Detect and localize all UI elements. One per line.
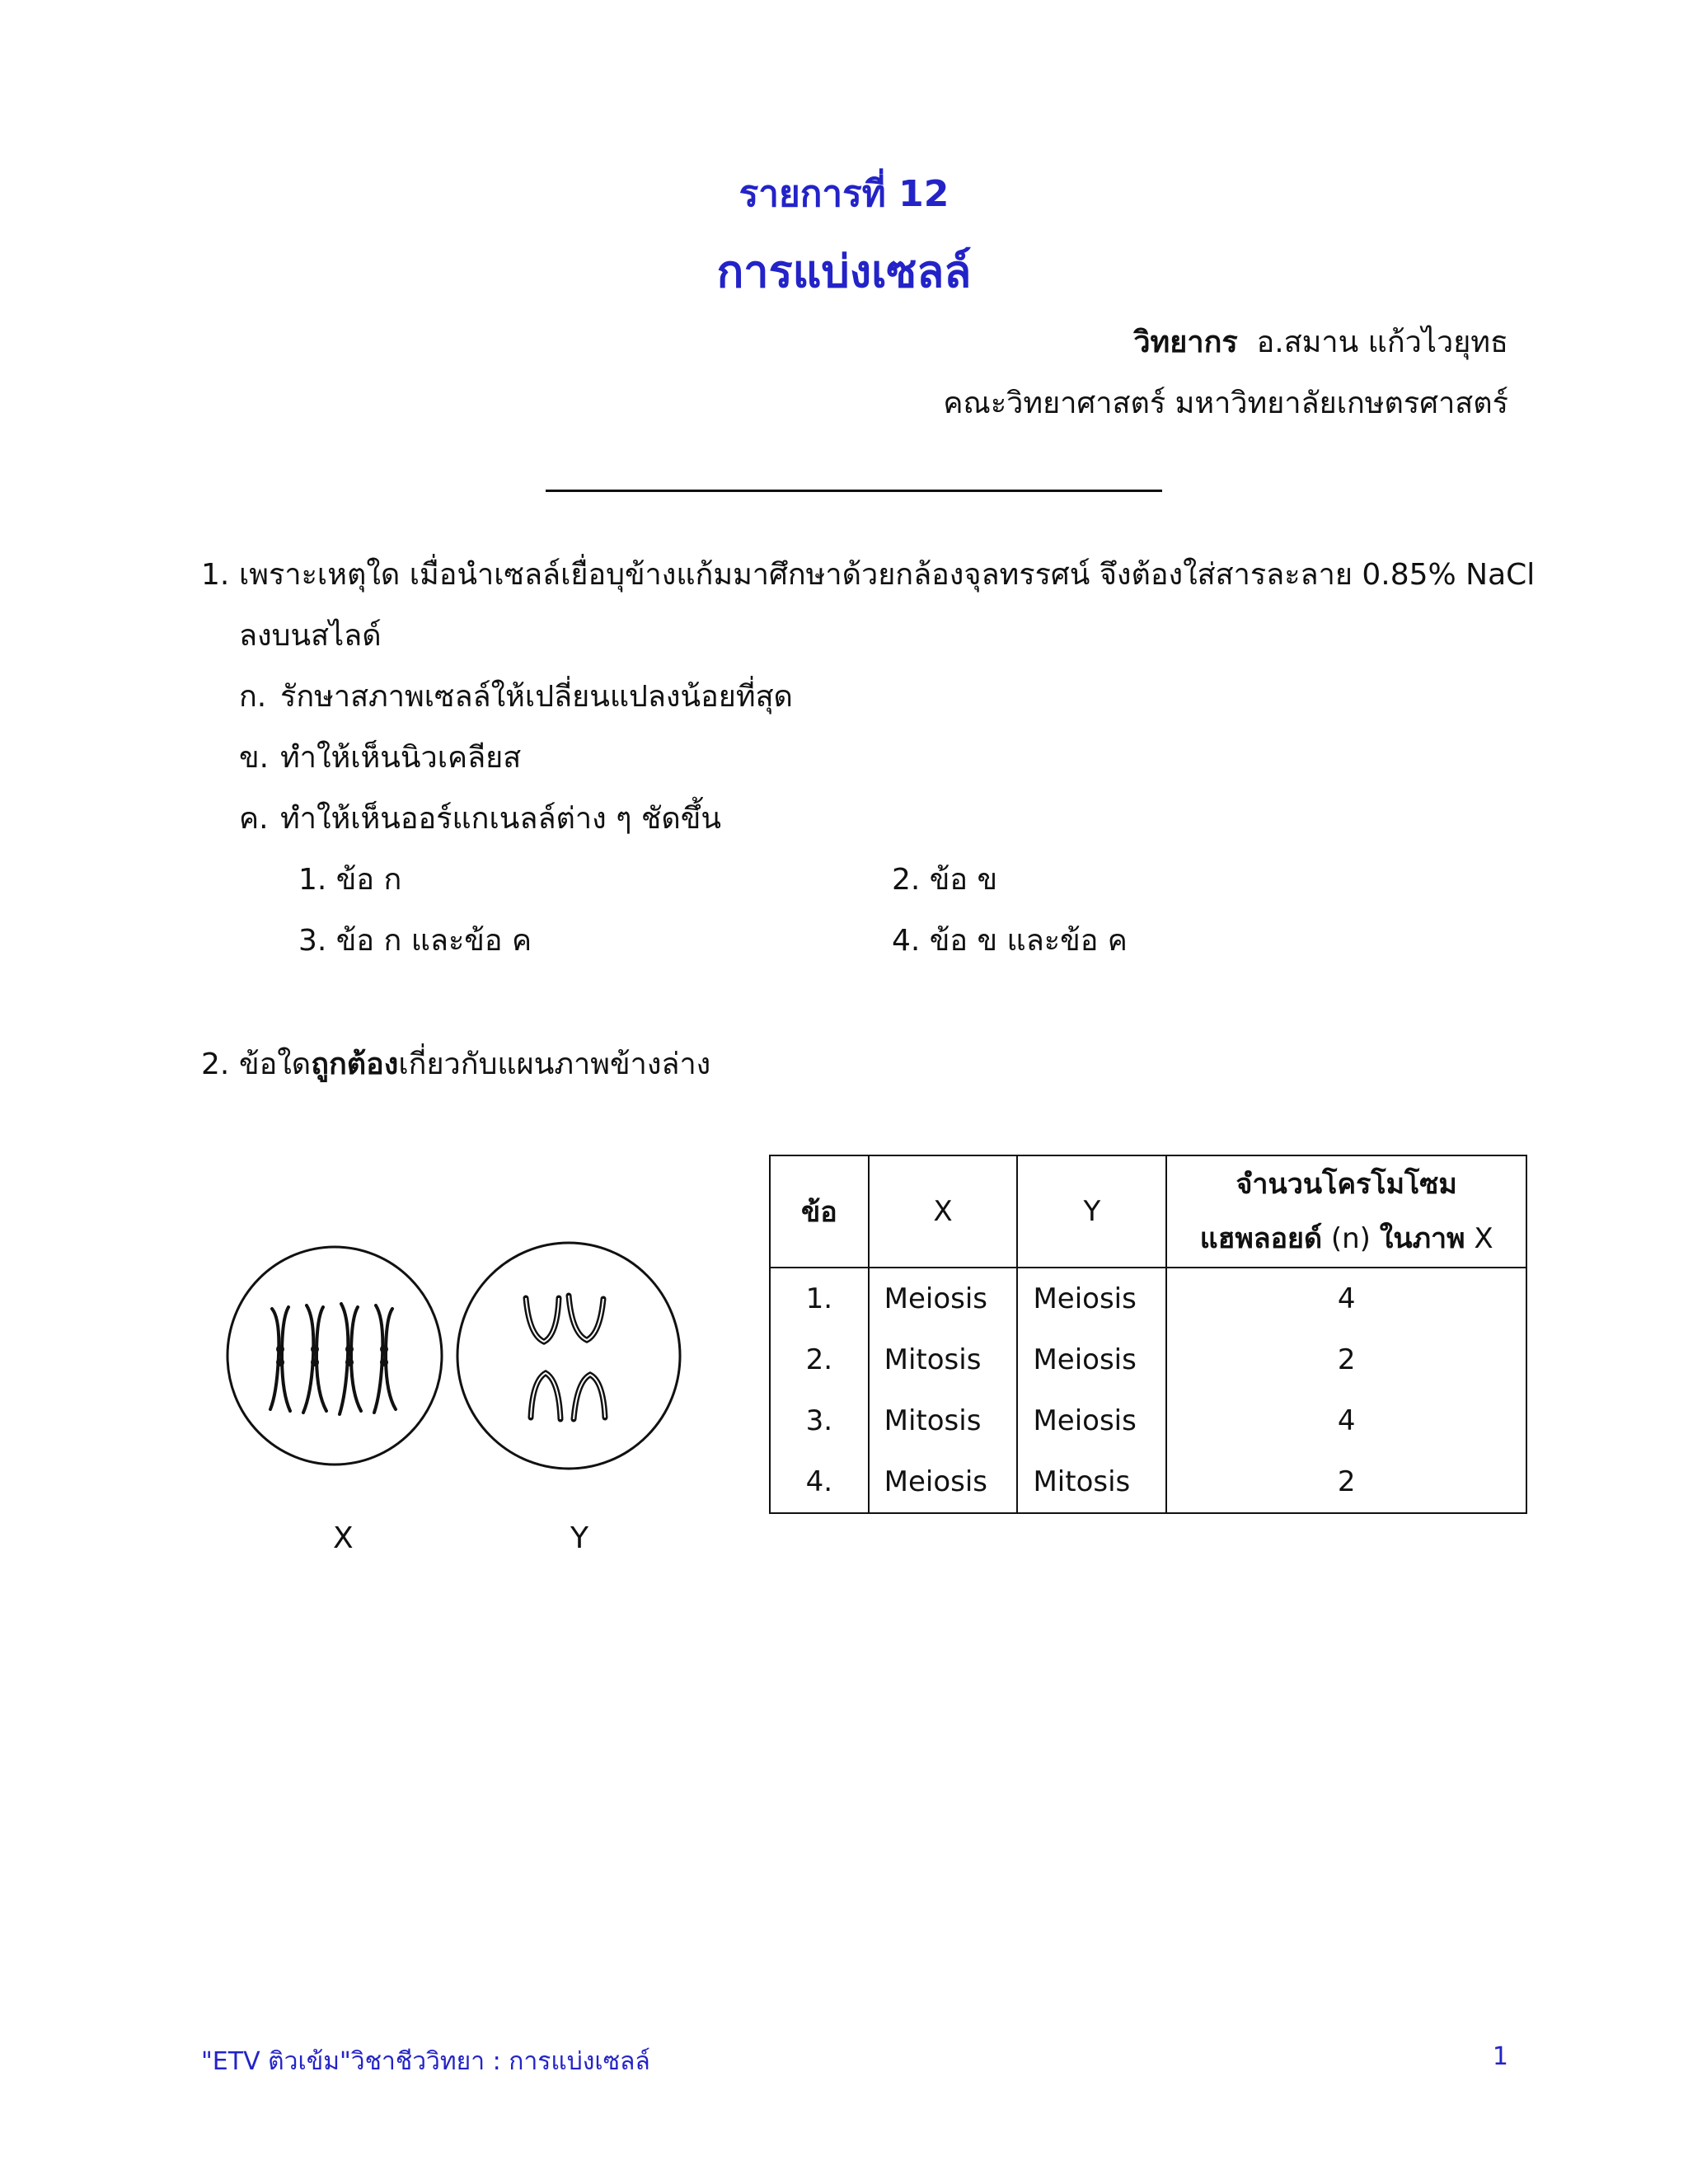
q2-text-bold: ถูกต้อง xyxy=(311,1047,399,1081)
header-count-in-figure: ในภาพ xyxy=(1379,1222,1465,1255)
q2-text-before: ข้อใด xyxy=(239,1047,312,1081)
label-x: X xyxy=(333,1521,354,1555)
statement-label: ข. xyxy=(239,741,270,775)
divider xyxy=(546,490,1162,492)
header-count-n: (n) xyxy=(1330,1222,1371,1255)
row-count: 2 xyxy=(1166,1451,1526,1513)
q2-text-after: เกี่ยวกับแผนภาพข้างล่าง xyxy=(398,1047,711,1081)
speaker-label: วิทยากร xyxy=(1133,326,1238,359)
q1-line1 xyxy=(201,551,1535,598)
page-number: 1 xyxy=(1492,2042,1508,2071)
footer-title: "ETV ติวเข้ม"วิชาชีววิทยา : การแบ่งเซลล์ xyxy=(201,2047,650,2076)
table-row[interactable] xyxy=(770,1390,1526,1451)
q1-text-line2: ลงบนสไลด์ xyxy=(239,619,382,653)
q1-choice-4[interactable]: 4. ข้อ ข และข้อ ค xyxy=(892,924,1128,958)
page-title: การแบ่งเซลล์ xyxy=(716,246,972,298)
q2-number: 2. xyxy=(201,1047,230,1081)
row-count: 4 xyxy=(1166,1268,1526,1329)
row-choice: 1. xyxy=(770,1268,869,1329)
statement-text: ทำให้เห็นออร์แกเนลล์ต่าง ๆ ชัดขึ้น xyxy=(280,802,721,836)
header-x: X xyxy=(869,1155,1018,1268)
row-x: Meiosis xyxy=(869,1451,1018,1513)
row-x: Mitosis xyxy=(869,1390,1018,1451)
header-y: Y xyxy=(1017,1155,1166,1268)
header-choice: ข้อ xyxy=(770,1155,869,1268)
table-row[interactable] xyxy=(770,1329,1526,1390)
chromosomes-x xyxy=(270,1304,396,1414)
header-count-haploid: แฮพลอยด์ xyxy=(1199,1222,1323,1255)
header-count xyxy=(1166,1155,1526,1268)
statement-text: ทำให้เห็นนิวเคลียส xyxy=(280,741,522,775)
cell-y xyxy=(457,1243,680,1469)
q1-statement-a xyxy=(239,673,793,719)
table-row[interactable] xyxy=(770,1268,1526,1329)
table-header-row xyxy=(770,1155,1526,1268)
speaker-line xyxy=(1133,318,1508,365)
cell-x xyxy=(227,1247,442,1465)
row-y: Meiosis xyxy=(1017,1329,1166,1390)
row-count: 2 xyxy=(1166,1329,1526,1390)
q1-choice-2[interactable]: 2. ข้อ ข xyxy=(892,863,998,897)
program-number: รายการที่ 12 xyxy=(738,173,950,215)
row-x: Meiosis xyxy=(869,1268,1018,1329)
chromosomes-y xyxy=(526,1296,605,1419)
answer-table xyxy=(769,1155,1527,1514)
q1-choice-3[interactable]: 3. ข้อ ก และข้อ ค xyxy=(298,924,532,958)
q1-text-line1: เพราะเหตุใด เมื่อนำเซลล์เยื่อบุข้างแก้มมาศึกษาด้วยกล้องจุลทรรศน์ จึงต้องใส่สารละลาย 0.85% NaCl xyxy=(239,558,1536,592)
row-choice: 2. xyxy=(770,1329,869,1390)
header-count-x: X xyxy=(1474,1222,1493,1255)
row-y: Mitosis xyxy=(1017,1451,1166,1513)
table-row[interactable] xyxy=(770,1451,1526,1513)
statement-label: ก. xyxy=(239,680,267,714)
row-choice: 3. xyxy=(770,1390,869,1451)
header-count-line1: จำนวนโครโมโซม xyxy=(1236,1168,1457,1201)
q1-statement-b xyxy=(239,733,521,780)
row-x: Mitosis xyxy=(869,1329,1018,1390)
speaker-name: อ.สมาน แก้วไวยุทธ xyxy=(1256,326,1508,359)
q1-number: 1. xyxy=(201,558,230,592)
chromatid-gaps-y xyxy=(526,1296,605,1419)
cell-diagram xyxy=(221,1236,691,1475)
q1-statement-c xyxy=(239,794,721,841)
centromeres-x xyxy=(276,1345,388,1366)
row-y: Meiosis xyxy=(1017,1268,1166,1329)
q1-choice-1[interactable]: 1. ข้อ ก xyxy=(298,863,402,897)
row-choice: 4. xyxy=(770,1451,869,1513)
statement-label: ค. xyxy=(239,802,269,836)
q2-line xyxy=(201,1040,710,1087)
label-y: Y xyxy=(570,1521,588,1555)
statement-text: รักษาสภาพเซลล์ให้เปลี่ยนแปลงน้อยที่สุด xyxy=(280,680,793,714)
affiliation: คณะวิทยาศาสตร์ มหาวิทยาลัยเกษตรศาสตร์ xyxy=(943,387,1508,420)
row-y: Meiosis xyxy=(1017,1390,1166,1451)
row-count: 4 xyxy=(1166,1390,1526,1451)
